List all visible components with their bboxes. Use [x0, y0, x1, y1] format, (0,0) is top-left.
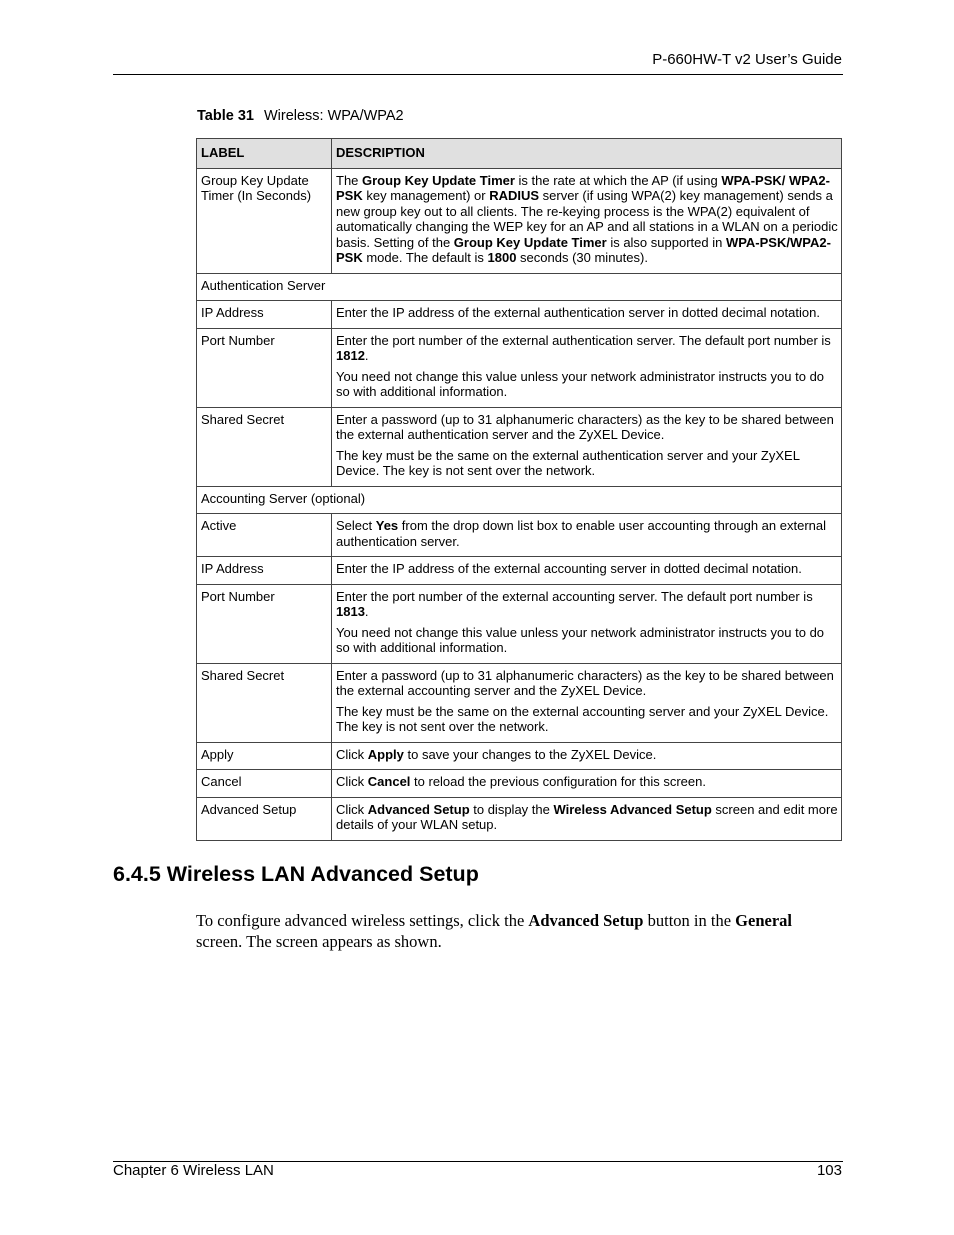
- bold-text: General: [735, 911, 792, 930]
- description-paragraph: [336, 802, 838, 833]
- row-label: Advanced Setup: [197, 797, 332, 840]
- bold-text: 1800: [487, 250, 517, 265]
- table-section-row: [197, 273, 842, 301]
- row-label: Active: [197, 514, 332, 557]
- text-run: screen and edit more details of your WLAN setup.: [336, 801, 838, 832]
- row-label: IP Address: [197, 557, 332, 585]
- text-run: The key must be the same on the external authentication server and your ZyXEL Device. The key is not sent over the network.: [336, 447, 800, 478]
- bold-text: WPA-PSK/WPA2-PSK: [336, 234, 831, 265]
- text-run: .: [364, 604, 369, 619]
- text-run: Enter a password (up to 31 alphanumeric characters) as the key to be shared between the external accounting server and the ZyXEL Device.: [336, 667, 834, 698]
- table-row: [197, 168, 842, 273]
- row-description: [332, 742, 842, 770]
- text-run: The key must be the same on the external accounting server and your ZyXEL Device. The key is not sent over the network.: [336, 703, 829, 734]
- text-run: Click: [336, 746, 368, 762]
- row-label: Port Number: [197, 328, 332, 407]
- table-row: [197, 301, 842, 329]
- row-description: [332, 407, 842, 486]
- table-row: [197, 797, 842, 840]
- table-row: [197, 407, 842, 486]
- row-description: [332, 328, 842, 407]
- row-description: [332, 301, 842, 329]
- text-run: Click: [336, 774, 368, 789]
- bold-text: Group Key Update Timer: [362, 172, 515, 188]
- row-description: [332, 584, 842, 663]
- row-label: Apply: [197, 742, 332, 770]
- description-paragraph: [336, 668, 838, 699]
- bold-text: Yes: [375, 518, 399, 533]
- text-run: Click: [336, 801, 368, 817]
- bold-text: Cancel: [367, 774, 411, 789]
- row-description: [332, 557, 842, 585]
- table-title: Wireless: WPA/WPA2: [263, 108, 404, 124]
- footer-chapter: Chapter 6 Wireless LAN: [113, 1162, 274, 1179]
- text-run: to save your changes to the ZyXEL Device.: [403, 746, 657, 762]
- table-row: [197, 557, 842, 585]
- description-paragraph: [336, 448, 838, 479]
- description-paragraph: [336, 704, 838, 735]
- row-description: [332, 514, 842, 557]
- section-label: Accounting Server (optional): [197, 486, 842, 514]
- section-body: [196, 910, 836, 952]
- row-label: Shared Secret: [197, 407, 332, 486]
- column-header-description: DESCRIPTION: [332, 139, 842, 169]
- bold-text: 1812: [336, 348, 365, 363]
- text-run: is the rate at which the AP (if using: [514, 172, 722, 188]
- text-run: To configure advanced wireless settings, click the: [196, 911, 529, 930]
- row-description: [332, 770, 842, 798]
- description-paragraph: [336, 305, 838, 321]
- text-run: You need not change this value unless your network administrator instructs you to do so with additional information.: [336, 368, 825, 399]
- table-row: [197, 770, 842, 798]
- section-heading: 6.4.5 Wireless LAN Advanced Setup: [113, 862, 479, 886]
- text-run: Enter the port number of the external accounting server. The default port number is: [336, 588, 813, 604]
- bold-text: 1813: [336, 604, 365, 619]
- page-number: 103: [816, 1162, 842, 1179]
- text-run: button in the: [643, 911, 736, 930]
- text-run: Enter the IP address of the external authentication server in dotted decimal notation.: [336, 305, 820, 320]
- bold-text: Wireless Advanced Setup: [553, 801, 712, 817]
- text-run: is also supported in: [606, 234, 726, 250]
- bold-text: Advanced Setup: [528, 911, 644, 930]
- column-header-label: LABEL: [197, 139, 332, 169]
- running-header: P-660HW-T v2 User’s Guide: [652, 51, 842, 68]
- text-run: key management) or: [362, 188, 490, 203]
- wpa-settings-table: [196, 138, 842, 841]
- description-paragraph: [336, 369, 838, 400]
- description-paragraph: [336, 412, 838, 443]
- text-run: The: [336, 172, 363, 188]
- text-run: Enter the IP address of the external accounting server in dotted decimal notation.: [336, 561, 802, 576]
- row-label: IP Address: [197, 301, 332, 329]
- table-header-row: [197, 139, 842, 169]
- description-paragraph: [336, 518, 838, 549]
- bold-text: Apply: [367, 746, 404, 762]
- text-run: Select: [336, 518, 376, 533]
- text-run: from the drop down list box to enable user accounting through an external authentication server.: [336, 518, 826, 549]
- bold-text: Advanced Setup: [367, 801, 470, 817]
- table-caption: [197, 108, 404, 124]
- text-run: mode. The default is: [362, 250, 488, 265]
- text-run: to display the: [469, 801, 554, 817]
- table-section-row: [197, 486, 842, 514]
- table-number: Table 31: [197, 108, 254, 124]
- text-run: to reload the previous configuration for this screen.: [410, 774, 706, 789]
- table-row: [197, 663, 842, 742]
- description-paragraph: [336, 747, 838, 763]
- text-run: screen. The screen appears as shown.: [196, 932, 442, 951]
- description-paragraph: [336, 774, 838, 790]
- text-run: You need not change this value unless your network administrator instructs you to do so with additional information.: [336, 624, 825, 655]
- row-description: [332, 168, 842, 273]
- header-rule: [113, 74, 843, 75]
- bold-text: RADIUS: [489, 188, 540, 203]
- section-label: Authentication Server: [197, 273, 842, 301]
- description-paragraph: [336, 589, 838, 620]
- table-row: [197, 742, 842, 770]
- text-run: server (if using WPA(2) key management) sends a new group key out to all clients. The re-keying process is the WPA(2) equivalent of automatically changing the WEP key for an AP and all stations in a WLAN on a periodic basis. Setting of the: [336, 188, 838, 250]
- description-paragraph: [336, 173, 838, 266]
- table-row: [197, 328, 842, 407]
- table-row: [197, 584, 842, 663]
- text-run: seconds (30 minutes).: [516, 250, 648, 265]
- text-run: .: [364, 348, 369, 363]
- row-label: Group Key Update Timer (In Seconds): [197, 168, 332, 273]
- row-description: [332, 797, 842, 840]
- bold-text: WPA-PSK/ WPA2-PSK: [336, 172, 830, 203]
- text-run: Enter a password (up to 31 alphanumeric characters) as the key to be shared between the external authentication server and the ZyXEL Device.: [336, 411, 834, 442]
- description-paragraph: [336, 625, 838, 656]
- row-label: Cancel: [197, 770, 332, 798]
- row-label: Shared Secret: [197, 663, 332, 742]
- description-paragraph: [336, 333, 838, 364]
- row-description: [332, 663, 842, 742]
- text-run: Enter the port number of the external authentication server. The default port number is: [336, 332, 831, 348]
- table-row: [197, 514, 842, 557]
- row-label: Port Number: [197, 584, 332, 663]
- description-paragraph: [336, 561, 838, 577]
- bold-text: Group Key Update Timer: [453, 234, 607, 250]
